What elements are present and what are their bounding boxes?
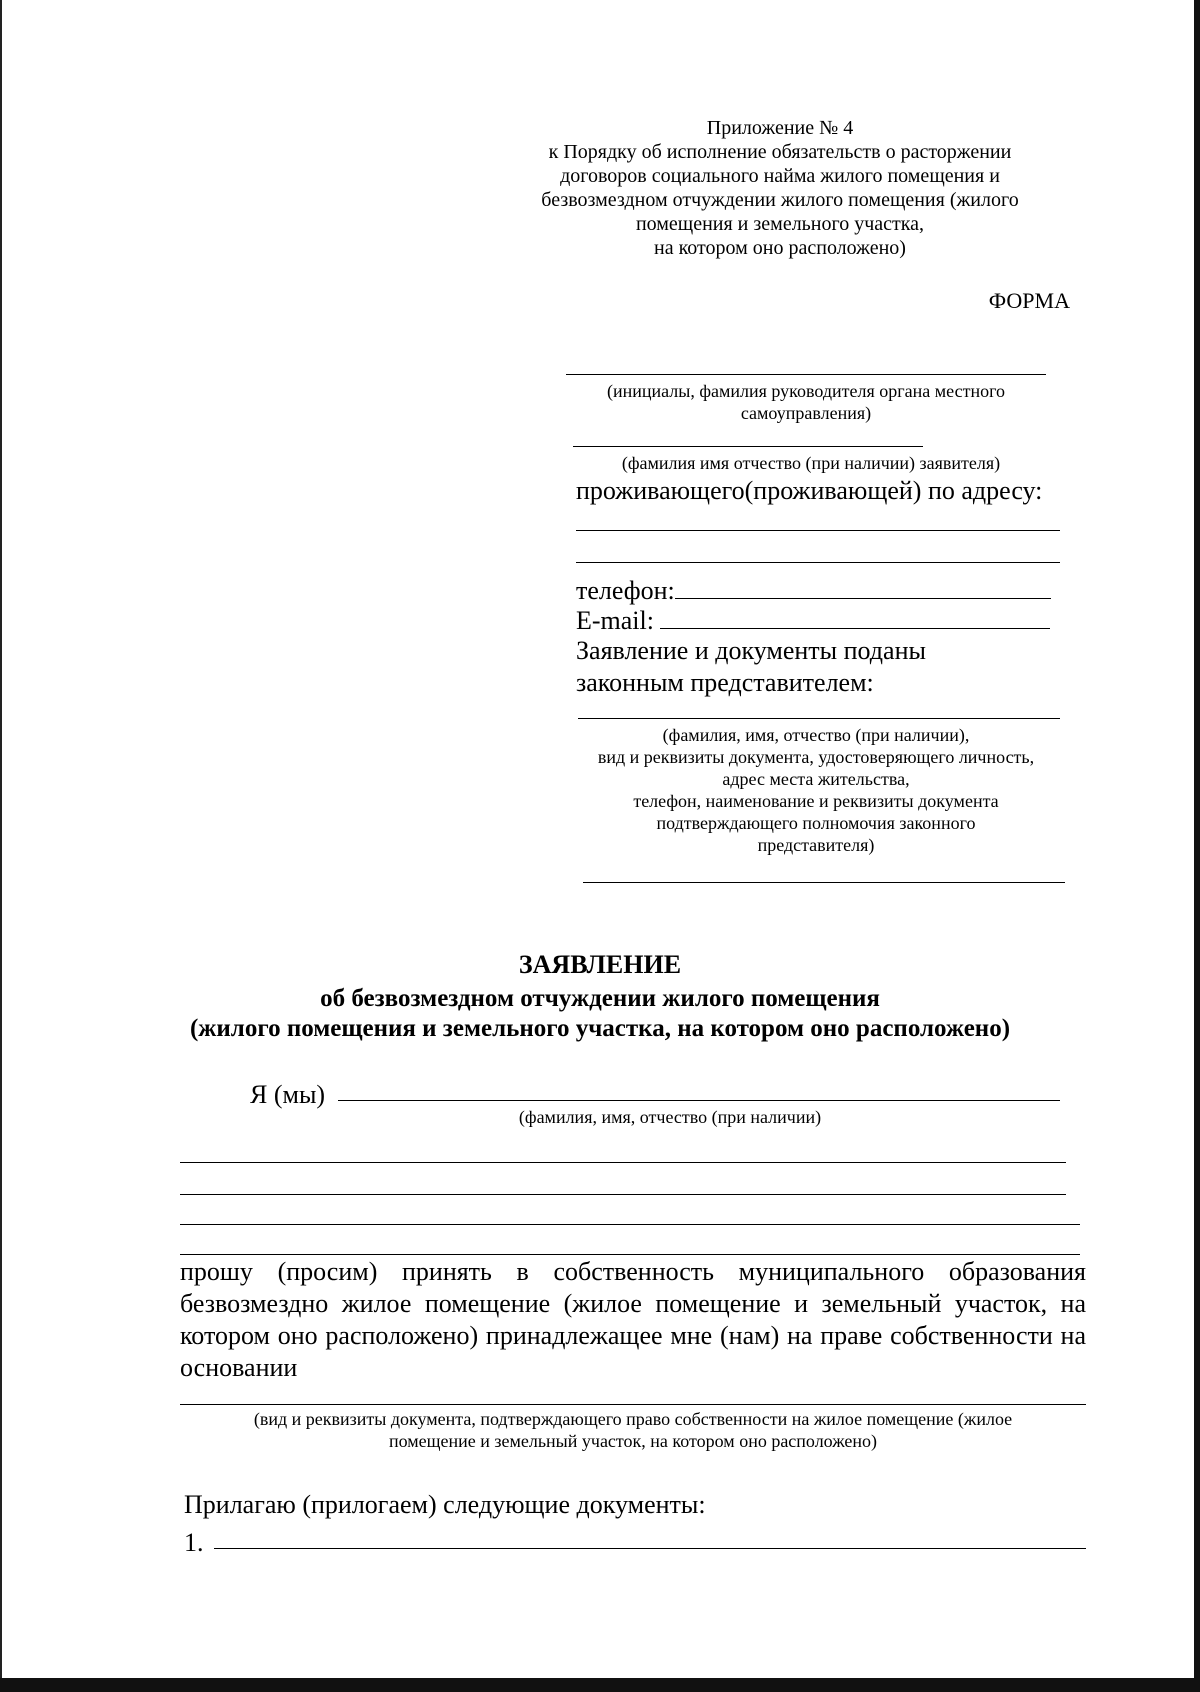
names-line-2[interactable] [180, 1194, 1066, 1195]
address-line-2[interactable] [576, 562, 1060, 563]
document-subtitle-1: об безвозмездном отчуждении жилого помещения [320, 985, 880, 1012]
ownership-doc-caption [180, 1408, 1086, 1452]
ownership-doc-line[interactable] [180, 1404, 1086, 1405]
attach-label: Прилагаю (прилогаем) следующие документы: [184, 1490, 706, 1519]
appendix-line: договоров социального найма жилого помещения и [560, 165, 1000, 187]
we-caption: (фамилия, имя, отчество (при наличии) [518, 1107, 822, 1127]
applicant-caption: (фамилия имя отчество (при наличии) заявителя) [621, 453, 1001, 473]
attach-item-1-line[interactable] [214, 1548, 1086, 1549]
names-line-1[interactable] [180, 1162, 1066, 1163]
scan-edge-left [0, 0, 2, 1692]
phone-row [576, 576, 1051, 606]
phone-field[interactable] [675, 576, 1051, 599]
rep-caption-line: подтверждающего полномочия законного [656, 813, 976, 833]
rep-caption-line: адрес места жительства, [722, 769, 910, 789]
form-label: ФОРМА [988, 288, 1070, 313]
residing-label: проживающего(проживающей) по адресу: [576, 476, 1043, 505]
address-line-1[interactable] [576, 530, 1060, 531]
we-label: Я (мы) [250, 1080, 326, 1109]
head-caption-line: (инициалы, фамилия руководителя органа местного [606, 381, 1006, 401]
appendix-line: безвозмездном отчуждении жилого помещения (жилого [541, 189, 1019, 211]
rep-line-2: законным представителем: [576, 668, 874, 697]
appendix-line: помещения и земельного участка, [635, 213, 925, 235]
appendix-line: на котором оно расположено) [654, 237, 906, 259]
request-paragraph: прошу (просим) принять в собственность муниципального образования безвозмездно жилое помещение (жилое помещение и земельный участок, на котором оно расположено) принадлежащее мне (нам) на праве собственности на основании [180, 1257, 1086, 1382]
head-name-line[interactable] [566, 374, 1046, 375]
document-title: ЗАЯВЛЕНИЕ [518, 950, 682, 979]
head-caption [566, 380, 1046, 424]
ownership-doc-caption-line: помещение и земельный участок, на котором оно расположено) [388, 1431, 878, 1451]
email-row [576, 606, 1050, 636]
names-line-4[interactable] [180, 1254, 1080, 1255]
rep-caption-line: (фамилия, имя, отчество (при наличии), [662, 725, 970, 745]
appendix-line: к Порядку об исполнение обязательств о расторжении [548, 141, 1012, 163]
rep-caption [566, 724, 1066, 856]
scan-edge-bottom [0, 1678, 1200, 1692]
rep-caption-line: телефон, наименование и реквизиты документа [633, 791, 999, 811]
appendix-number: Приложение № 4 [706, 117, 854, 139]
applicant-name-line[interactable] [573, 446, 923, 447]
attach-item-1-number: 1. [184, 1528, 204, 1557]
rep-caption-line: представителя) [757, 835, 875, 855]
scan-edge-right [1194, 0, 1200, 1692]
ownership-doc-caption-line: (вид и реквизиты документа, подтверждающего право собственности на жилое помещение (жилое [253, 1409, 1013, 1429]
email-label: E-mail: [576, 606, 654, 635]
rep-caption-line: вид и реквизиты документа, удостоверяющего личность, [597, 747, 1035, 767]
email-field[interactable] [660, 606, 1050, 629]
rep-name-line[interactable] [578, 718, 1060, 719]
phone-label: телефон: [576, 576, 675, 605]
rep-extra-line[interactable] [583, 882, 1065, 883]
we-name-line[interactable] [338, 1100, 1060, 1101]
rep-line-1: Заявление и документы поданы [576, 636, 926, 665]
document-subtitle-2: (жилого помещения и земельного участка, на котором оно расположено) [189, 1015, 1011, 1042]
names-line-3[interactable] [180, 1224, 1080, 1225]
appendix-header [520, 116, 1040, 260]
head-caption-line: самоуправления) [740, 403, 872, 423]
